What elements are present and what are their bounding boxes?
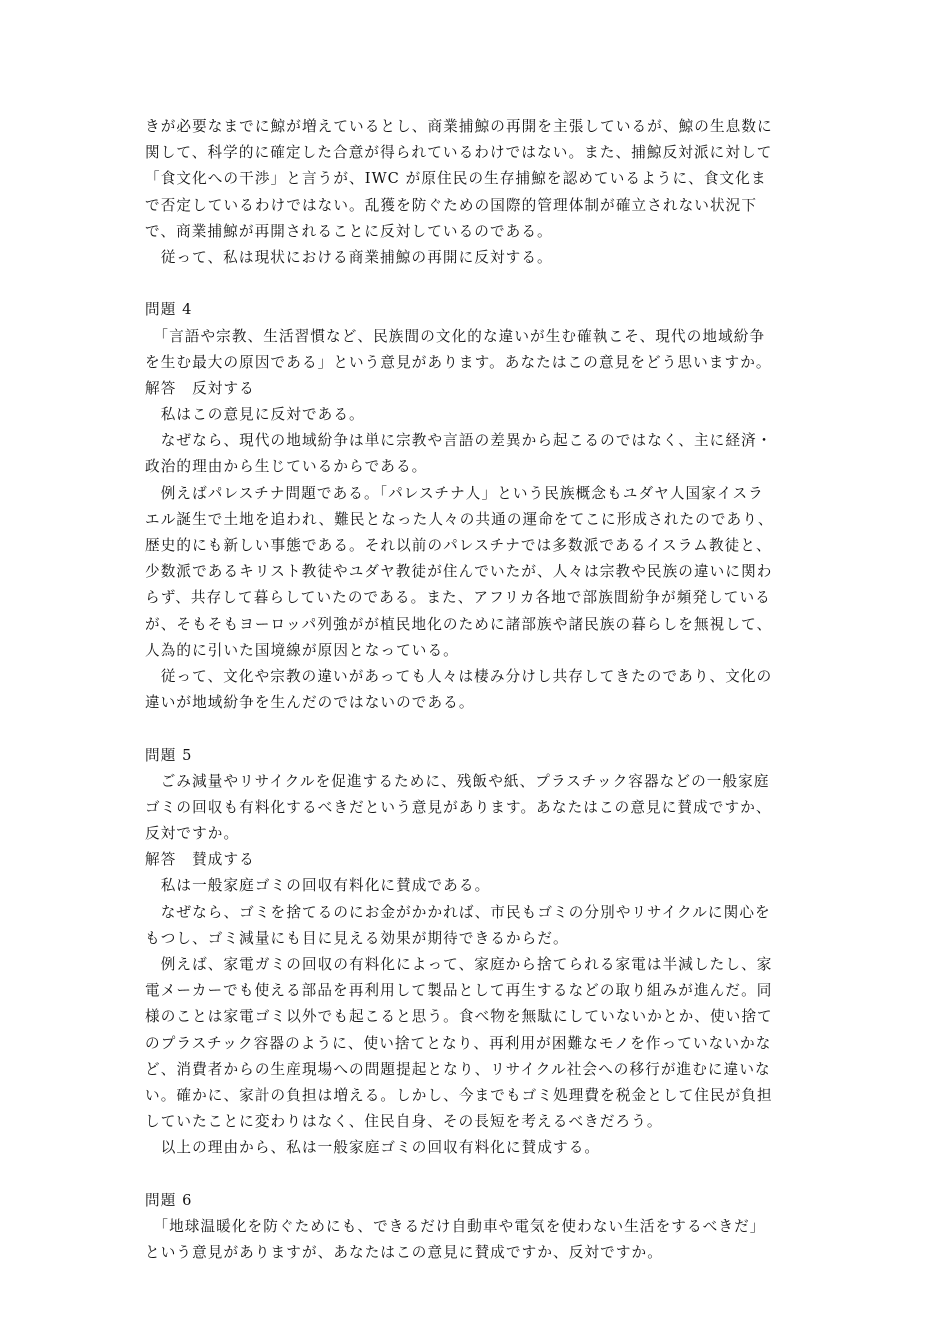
section-gap bbox=[145, 716, 807, 742]
question-heading: 問題 5 bbox=[145, 746, 193, 764]
question-6-section bbox=[145, 1188, 807, 1267]
answer-line: なぜなら、ゴミを捨てるのにお金がかかれば、市民もゴミの分別やリサイクルに関心を bbox=[145, 903, 771, 921]
question-line: 反対ですか。 bbox=[145, 825, 240, 843]
paragraph-line: 関して、科学的に確定した合意が得られているわけではない。また、捕鯨反対派に対して bbox=[145, 144, 773, 162]
question-line: を生む最大の原因である」という意見があります。あなたはこの意見をどう思いますか。 bbox=[145, 353, 772, 371]
answer-line: 違いが地域紛争を生んだのではないのである。 bbox=[145, 694, 475, 712]
question-line: ゴミの回収も有料化するべきだという意見があります。あなたはこの意見に賛成ですか、 bbox=[145, 798, 772, 816]
answer-line: なぜなら、現代の地域紛争は単に宗教や言語の差異から起こるのではなく、主に経済・ bbox=[145, 432, 773, 450]
question-line: という意見がありますが、あなたはこの意見に賛成ですか、反対ですか。 bbox=[145, 1244, 663, 1262]
question-line: 「地球温暖化を防ぐためにも、できるだけ自動車や電気を使わない生活をするべきだ」 bbox=[145, 1217, 766, 1235]
answer-line: 電メーカーでも使える部品を再利用して製品として再生するなどの取り組みが進んだ。同 bbox=[145, 982, 773, 1000]
conclusion-line: 従って、私は現状における商業捕鯨の再開に反対する。 bbox=[145, 248, 553, 266]
answer-line: 例えばパレスチナ問題である。「パレスチナ人」という民族概念もユダヤ人国家イスラ bbox=[145, 484, 764, 502]
answer-line: 従って、文化や宗教の違いがあっても人々は棲み分けし共存してきたのであり、文化の bbox=[145, 667, 773, 685]
question-line: 「言語や宗教、生活習慣など、民族間の文化的な違いが生む確執こそ、現代の地域紛争 bbox=[145, 327, 766, 345]
answer-line: らず、共存して暮らしていたのである。また、アフリカ各地で部族間紛争が頻発している bbox=[145, 589, 771, 607]
answer-line: 少数派であるキリスト教徒やユダヤ教徒が住んでいたが、人々は宗教や民族の違いに関わ bbox=[145, 563, 773, 581]
document-page bbox=[145, 114, 807, 1266]
paragraph-line: 「食文化への干渉」と言うが、IWC が原住民の生存捕鯨を認めているように、食文化ま bbox=[145, 170, 767, 188]
answer-label: 解答 反対する bbox=[145, 379, 255, 397]
answer-line: ど、消費者からの生産現場への問題提起となり、リサイクル社会への移行が進むに違いな bbox=[145, 1060, 771, 1078]
question-line: ごみ減量やリサイクルを促進するために、残飯や紙、プラスチック容器などの一般家庭 bbox=[145, 772, 770, 790]
paragraph-line: きが必要なまでに鯨が増えているとし、商業捕鯨の再開を主張しているが、鯨の生息数に bbox=[145, 118, 773, 135]
answer-line: 私はこの意見に反対である。 bbox=[145, 406, 365, 424]
answer-line: 以上の理由から、私は一般家庭ゴミの回収有料化に賛成する。 bbox=[145, 1139, 601, 1157]
answer-line: 歴史的にも新しい事態である。それ以前のパレスチナでは多数派であるイスラム教徒と、 bbox=[145, 537, 772, 554]
answer-line: のプラスチック容器のように、使い捨てとなり、再利用が困難なモノを作っていないかな bbox=[145, 1034, 772, 1052]
answer-line: 例えば、家電ガミの回収の有料化によって、家庭から捨てられる家電は半減したし、家 bbox=[145, 956, 773, 973]
section-gap bbox=[145, 271, 807, 297]
question-4-section bbox=[145, 297, 807, 716]
section-gap bbox=[145, 1162, 807, 1188]
answer-line: していたことに変わりはなく、住民自身、その長短を考えるべきだろう。 bbox=[145, 1113, 663, 1131]
answer-line: もつし、ゴミ減量にも目に見える効果が期待できるからだ。 bbox=[145, 929, 569, 947]
paragraph-line: で否定しているわけではない。乱獲を防ぐための国際的管理体制が確立されない状況下 bbox=[145, 196, 758, 214]
question-5-section bbox=[145, 743, 807, 1162]
answer-line: い。確かに、家計の負担は増える。しかし、今までもゴミ処理費を税金として住民が負担 bbox=[145, 1086, 773, 1104]
answer-line: が、そもそもヨーロッパ列強がが植民地化のために諸部族や諸民族の暮らしを無視して、 bbox=[145, 615, 773, 633]
answer-label: 解答 賛成する bbox=[145, 851, 255, 869]
paragraph-line: で、商業捕鯨が再開されることに反対しているのである。 bbox=[145, 222, 553, 240]
answer-line: 私は一般家庭ゴミの回収有料化に賛成である。 bbox=[145, 877, 491, 895]
question-heading: 問題 6 bbox=[145, 1191, 193, 1209]
answer-line: 政治的理由から生じているからである。 bbox=[145, 458, 428, 476]
answer-line: エル誕生で土地を追われ、難民となった人々の共通の運命をてこに形成されたのであり、 bbox=[145, 510, 774, 528]
answer-line: 様のことは家電ゴミ以外でも起こると思う。食べ物を無駄にしていないかとか、使い捨て bbox=[145, 1008, 773, 1026]
question-heading: 問題 4 bbox=[145, 301, 193, 319]
answer-line: 人為的に引いた国境線が原因となっている。 bbox=[145, 641, 459, 659]
continuation-section bbox=[145, 114, 807, 271]
